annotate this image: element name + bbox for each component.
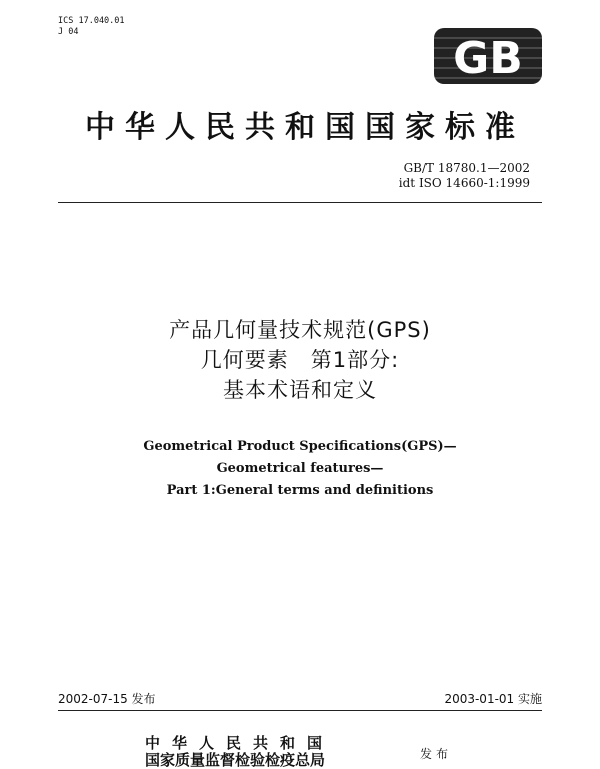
header-divider: [58, 202, 542, 203]
issued-label: 发布: [420, 747, 453, 761]
title-cn-line2: 几何要素 第1部分:: [200, 348, 400, 372]
gb-logo: [434, 28, 542, 84]
standard-title: 中华人民共和国国家标准: [85, 110, 525, 145]
footer-divider: [58, 710, 542, 711]
ics-code: ICS 17.040.01: [58, 16, 125, 26]
issuing-authority: [145, 735, 334, 769]
title-cn-line1: 产品几何量技术规范(GPS): [169, 318, 431, 342]
gb-logo-text: GB: [453, 33, 523, 84]
title-english: [0, 436, 600, 502]
title-cn-line3: 基本术语和定义: [223, 378, 377, 402]
title-en-line1: Geometrical Product Specifications(GPS)—: [143, 439, 457, 454]
implementation-date: 2003-01-01 实施: [444, 692, 542, 706]
title-en-line3: Part 1:General terms and definitions: [166, 483, 434, 498]
standard-codes: [399, 161, 530, 191]
issuer-line1: 中华人民共和国: [145, 734, 335, 752]
issuer-line2: 国家质量监督检验检疫总局: [145, 751, 326, 769]
title-chinese: [0, 315, 600, 405]
issue-date: 2002-07-15 发布: [58, 692, 156, 706]
title-en-line2: Geometrical features—: [216, 461, 384, 476]
classification-codes: [58, 16, 125, 38]
iso-equivalence: idt ISO 14660-1:1999: [398, 176, 530, 190]
ccs-code: J 04: [58, 27, 79, 37]
standard-code: GB/T 18780.1—2002: [403, 161, 530, 175]
